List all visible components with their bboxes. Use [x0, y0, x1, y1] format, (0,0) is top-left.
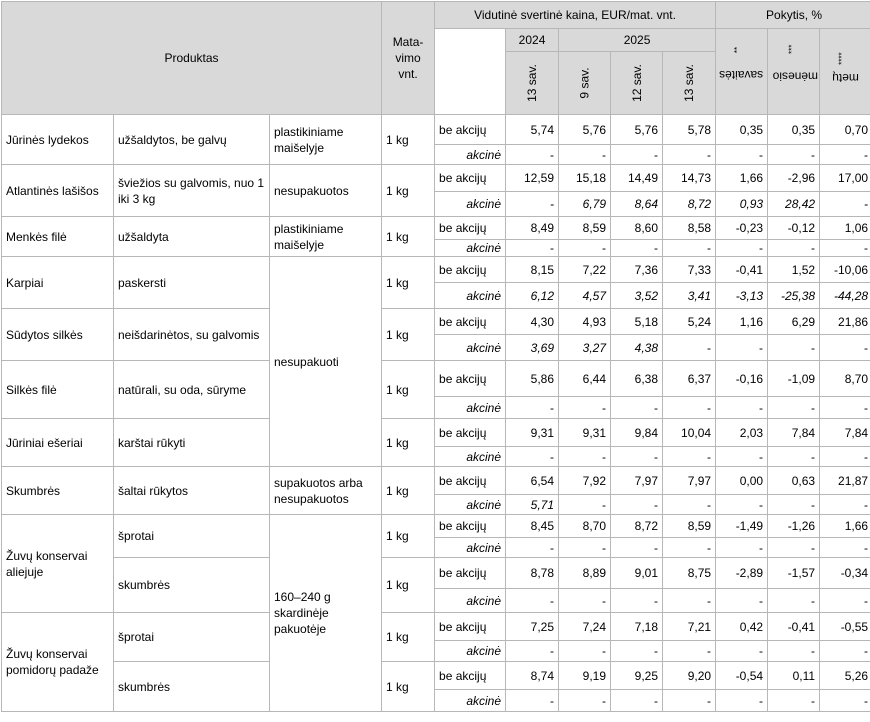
change-cell: 0,35 [716, 115, 768, 145]
value-cell: 8,58 [663, 217, 716, 240]
change-cell: 21,86 [820, 309, 870, 335]
value-cell: - [506, 538, 559, 558]
unit-cell: 1 kg [382, 467, 435, 515]
pack-cell: plastikiniame maišelyje [270, 217, 382, 257]
desc-cell: šviežios su galvomis, nuo 1 iki 3 kg [114, 165, 270, 217]
type-cell: be akcijų [435, 257, 506, 283]
change-cell: -25,38 [768, 283, 820, 309]
value-cell: - [506, 690, 559, 712]
value-cell: 6,79 [559, 192, 611, 217]
change-cell: - [820, 335, 870, 361]
value-cell: 8,89 [559, 558, 611, 589]
pack-cell: supakuotos arba nesupakuotos [270, 467, 382, 515]
change-cell: 0,70 [820, 115, 870, 145]
value-cell: - [663, 495, 716, 515]
value-cell: 7,92 [559, 467, 611, 495]
type-cell: akcinė [435, 690, 506, 712]
change-cell: 5,26 [820, 662, 870, 690]
group-cell: Žuvų konservai pomidorų padaže [2, 613, 114, 712]
change-cell: 6,29 [768, 309, 820, 335]
change-cell: 8,70 [820, 361, 870, 397]
value-cell: 4,93 [559, 309, 611, 335]
value-cell: 7,97 [611, 467, 663, 495]
change-cell: - [768, 240, 820, 257]
type-cell: akcinė [435, 538, 506, 558]
change-cell: 1,66 [716, 165, 768, 192]
change-cell: - [768, 335, 820, 361]
value-cell: - [559, 495, 611, 515]
unit-cell: 1 kg [382, 217, 435, 257]
value-cell: 14,73 [663, 165, 716, 192]
value-cell: - [663, 589, 716, 613]
value-cell: 7,36 [611, 257, 663, 283]
group-cell: Jūriniai ešeriai [2, 419, 114, 467]
type-cell: be akcijų [435, 613, 506, 641]
type-cell: akcinė [435, 641, 506, 662]
change-cell: - [768, 397, 820, 419]
value-cell: 8,60 [611, 217, 663, 240]
unit-cell: 1 kg [382, 613, 435, 662]
change-cell: -0,54 [716, 662, 768, 690]
type-cell: be akcijų [435, 115, 506, 145]
value-cell: 8,70 [559, 515, 611, 538]
value-cell: 6,38 [611, 361, 663, 397]
value-cell: 8,72 [611, 515, 663, 538]
value-cell: 10,04 [663, 419, 716, 447]
fish-price-table [1, 1, 870, 712]
unit-cell: 1 kg [382, 115, 435, 165]
change-cell: -3,13 [716, 283, 768, 309]
desc-cell: šprotai [114, 515, 270, 558]
value-cell: 9,01 [611, 558, 663, 589]
value-cell: - [663, 641, 716, 662]
group-cell: Atlantinės lašišos [2, 165, 114, 217]
header-week-2025-9: 9 sav. [559, 52, 611, 115]
change-cell: - [768, 495, 820, 515]
value-cell: 9,25 [611, 662, 663, 690]
value-cell: 14,49 [611, 165, 663, 192]
value-cell: 8,15 [506, 257, 559, 283]
group-cell: Sūdytos silkės [2, 309, 114, 361]
change-cell: -0,34 [820, 558, 870, 589]
value-cell: 8,64 [611, 192, 663, 217]
change-cell: -0,12 [768, 217, 820, 240]
value-cell: - [611, 397, 663, 419]
change-cell: -0,41 [768, 613, 820, 641]
unit-cell: 1 kg [382, 419, 435, 467]
value-cell: 5,18 [611, 309, 663, 335]
change-cell: 1,06 [820, 217, 870, 240]
value-cell: - [506, 397, 559, 419]
type-cell: be akcijų [435, 361, 506, 397]
value-cell: 8,49 [506, 217, 559, 240]
value-cell: 12,59 [506, 165, 559, 192]
type-cell: akcinė [435, 145, 506, 165]
value-cell: - [506, 145, 559, 165]
value-cell: 9,31 [559, 419, 611, 447]
desc-cell: šaltai rūkytos [114, 467, 270, 515]
value-cell: 4,38 [611, 335, 663, 361]
value-cell: - [559, 447, 611, 467]
header-change-month: mėnesio*** [768, 29, 820, 115]
value-cell: 5,86 [506, 361, 559, 397]
pack-cell: nesupakuoti [270, 257, 382, 467]
change-cell: 1,66 [820, 515, 870, 538]
header-year-2024: 2024 [506, 29, 559, 52]
change-cell: -1,26 [768, 515, 820, 538]
type-cell: akcinė [435, 283, 506, 309]
group-cell: Karpiai [2, 257, 114, 309]
header-week-2025-13: 13 sav. [663, 52, 716, 115]
change-cell: 0,00 [716, 467, 768, 495]
change-cell: - [820, 447, 870, 467]
value-cell: 7,18 [611, 613, 663, 641]
value-cell: - [559, 641, 611, 662]
value-cell: 6,44 [559, 361, 611, 397]
type-cell: akcinė [435, 335, 506, 361]
unit-cell: 1 kg [382, 515, 435, 558]
value-cell: 6,37 [663, 361, 716, 397]
change-cell: - [820, 538, 870, 558]
desc-cell: skumbrės [114, 662, 270, 712]
value-cell: - [611, 641, 663, 662]
value-cell: 7,21 [663, 613, 716, 641]
header-change-year: metų**** [820, 29, 870, 115]
value-cell: - [506, 447, 559, 467]
change-cell: - [716, 240, 768, 257]
group-cell: Menkės filė [2, 217, 114, 257]
change-cell: - [820, 495, 870, 515]
desc-cell: šprotai [114, 613, 270, 662]
pack-cell: nesupakuotos [270, 165, 382, 217]
value-cell: - [559, 690, 611, 712]
value-cell: - [559, 240, 611, 257]
change-cell: - [820, 641, 870, 662]
value-cell: 6,54 [506, 467, 559, 495]
value-cell: - [559, 145, 611, 165]
value-cell: - [611, 690, 663, 712]
value-cell: - [611, 447, 663, 467]
group-cell: Žuvų konservai aliejuje [2, 515, 114, 613]
change-cell: -0,41 [716, 257, 768, 283]
value-cell: 5,76 [611, 115, 663, 145]
change-cell: 0,11 [768, 662, 820, 690]
value-cell: - [663, 145, 716, 165]
value-cell: 3,27 [559, 335, 611, 361]
value-cell: - [611, 538, 663, 558]
value-cell: - [506, 641, 559, 662]
desc-cell: natūrali, su oda, sūryme [114, 361, 270, 419]
header-week-2024-13: 13 sav. [506, 52, 559, 115]
change-cell: -1,49 [716, 515, 768, 538]
value-cell: 9,31 [506, 419, 559, 447]
header-week-2025-12: 12 sav. [611, 52, 663, 115]
value-cell: - [663, 397, 716, 419]
value-cell: 3,41 [663, 283, 716, 309]
desc-cell: užšaldytos, be galvų [114, 115, 270, 165]
change-cell: 7,84 [820, 419, 870, 447]
change-cell: - [820, 397, 870, 419]
change-cell: 2,03 [716, 419, 768, 447]
value-cell: 7,97 [663, 467, 716, 495]
change-cell: -0,55 [820, 613, 870, 641]
change-cell: - [716, 495, 768, 515]
desc-cell: neišdarinėtos, su galvomis [114, 309, 270, 361]
value-cell: 5,24 [663, 309, 716, 335]
change-cell: 0,35 [768, 115, 820, 145]
value-cell: - [663, 538, 716, 558]
change-cell: 0,42 [716, 613, 768, 641]
change-cell: -0,23 [716, 217, 768, 240]
change-cell: 1,16 [716, 309, 768, 335]
value-cell: 9,84 [611, 419, 663, 447]
value-cell: 6,12 [506, 283, 559, 309]
type-cell: akcinė [435, 397, 506, 419]
value-cell: 4,57 [559, 283, 611, 309]
value-cell: - [663, 690, 716, 712]
type-cell: akcinė [435, 447, 506, 467]
value-cell: 5,76 [559, 115, 611, 145]
change-cell: 17,00 [820, 165, 870, 192]
value-cell: - [506, 589, 559, 613]
value-cell: 8,74 [506, 662, 559, 690]
unit-cell: 1 kg [382, 257, 435, 309]
change-cell: 0,93 [716, 192, 768, 217]
desc-cell: paskersti [114, 257, 270, 309]
change-cell: 1,52 [768, 257, 820, 283]
type-cell: be akcijų [435, 558, 506, 589]
value-cell: - [559, 397, 611, 419]
value-cell: 3,52 [611, 283, 663, 309]
change-cell: 7,84 [768, 419, 820, 447]
change-cell: -44,28 [820, 283, 870, 309]
value-cell: - [506, 192, 559, 217]
type-cell: be akcijų [435, 515, 506, 538]
group-cell: Skumbrės [2, 467, 114, 515]
value-cell: 7,25 [506, 613, 559, 641]
change-cell: - [768, 145, 820, 165]
value-cell: - [611, 240, 663, 257]
value-cell: 7,24 [559, 613, 611, 641]
type-cell: be akcijų [435, 467, 506, 495]
header-product: Produktas [2, 2, 382, 115]
value-cell: - [663, 447, 716, 467]
change-cell: - [820, 145, 870, 165]
change-cell: - [768, 447, 820, 467]
change-cell: - [768, 589, 820, 613]
type-cell: akcinė [435, 495, 506, 515]
value-cell: 9,20 [663, 662, 716, 690]
unit-cell: 1 kg [382, 309, 435, 361]
change-cell: - [820, 589, 870, 613]
change-cell: - [768, 538, 820, 558]
change-cell: 21,87 [820, 467, 870, 495]
value-cell: 4,30 [506, 309, 559, 335]
header-unit: Mata-vimo vnt. [382, 2, 435, 115]
value-cell: - [611, 145, 663, 165]
value-cell: 5,78 [663, 115, 716, 145]
value-cell: - [506, 240, 559, 257]
type-cell: akcinė [435, 192, 506, 217]
value-cell: 8,78 [506, 558, 559, 589]
value-cell: 8,59 [663, 515, 716, 538]
value-cell: - [611, 495, 663, 515]
desc-cell: karštai rūkyti [114, 419, 270, 467]
unit-cell: 1 kg [382, 558, 435, 613]
group-cell: Silkės filė [2, 361, 114, 419]
value-cell: 7,22 [559, 257, 611, 283]
value-cell: 8,59 [559, 217, 611, 240]
value-cell: - [663, 240, 716, 257]
value-cell: 9,19 [559, 662, 611, 690]
header-year-2025: 2025 [559, 29, 716, 52]
value-cell: 8,45 [506, 515, 559, 538]
unit-cell: 1 kg [382, 361, 435, 419]
type-cell: be akcijų [435, 309, 506, 335]
change-cell: -0,16 [716, 361, 768, 397]
change-cell: -1,09 [768, 361, 820, 397]
change-cell: - [716, 690, 768, 712]
change-cell: - [716, 145, 768, 165]
value-cell: 5,71 [506, 495, 559, 515]
value-cell: - [663, 335, 716, 361]
value-cell: - [559, 538, 611, 558]
type-cell: be akcijų [435, 165, 506, 192]
change-cell: 28,42 [768, 192, 820, 217]
change-cell: 0,63 [768, 467, 820, 495]
header-change-week: savaitės** [716, 29, 768, 115]
value-cell: 8,72 [663, 192, 716, 217]
value-cell: 5,74 [506, 115, 559, 145]
value-cell: 7,33 [663, 257, 716, 283]
value-cell: 15,18 [559, 165, 611, 192]
change-cell: -1,57 [768, 558, 820, 589]
change-cell: - [716, 447, 768, 467]
type-cell: be akcijų [435, 419, 506, 447]
pack-cell: plastikiniame maišelyje [270, 115, 382, 165]
change-cell: - [820, 690, 870, 712]
change-cell: - [716, 335, 768, 361]
change-cell: - [820, 192, 870, 217]
change-cell: - [716, 589, 768, 613]
desc-cell: užšaldyta [114, 217, 270, 257]
type-cell: akcinė [435, 240, 506, 257]
change-cell: - [716, 641, 768, 662]
header-change: Pokytis, % [716, 2, 870, 29]
change-cell: - [820, 240, 870, 257]
change-cell: - [768, 641, 820, 662]
value-cell: - [611, 589, 663, 613]
change-cell: - [716, 538, 768, 558]
unit-cell: 1 kg [382, 662, 435, 712]
change-cell: -10,06 [820, 257, 870, 283]
type-cell: be akcijų [435, 217, 506, 240]
desc-cell: skumbrės [114, 558, 270, 613]
change-cell: - [716, 397, 768, 419]
value-cell: 3,69 [506, 335, 559, 361]
unit-cell: 1 kg [382, 165, 435, 217]
change-cell: -2,96 [768, 165, 820, 192]
type-cell: akcinė [435, 589, 506, 613]
value-cell: - [559, 589, 611, 613]
header-type-blank [435, 29, 506, 115]
header-avg-price: Vidutinė svertinė kaina, EUR/mat. vnt. [435, 2, 716, 29]
change-cell: -2,89 [716, 558, 768, 589]
type-cell: be akcijų [435, 662, 506, 690]
value-cell: 8,75 [663, 558, 716, 589]
group-cell: Jūrinės lydekos [2, 115, 114, 165]
change-cell: - [768, 690, 820, 712]
pack-cell: 160–240 g skardinėje pakuotėje [270, 515, 382, 712]
